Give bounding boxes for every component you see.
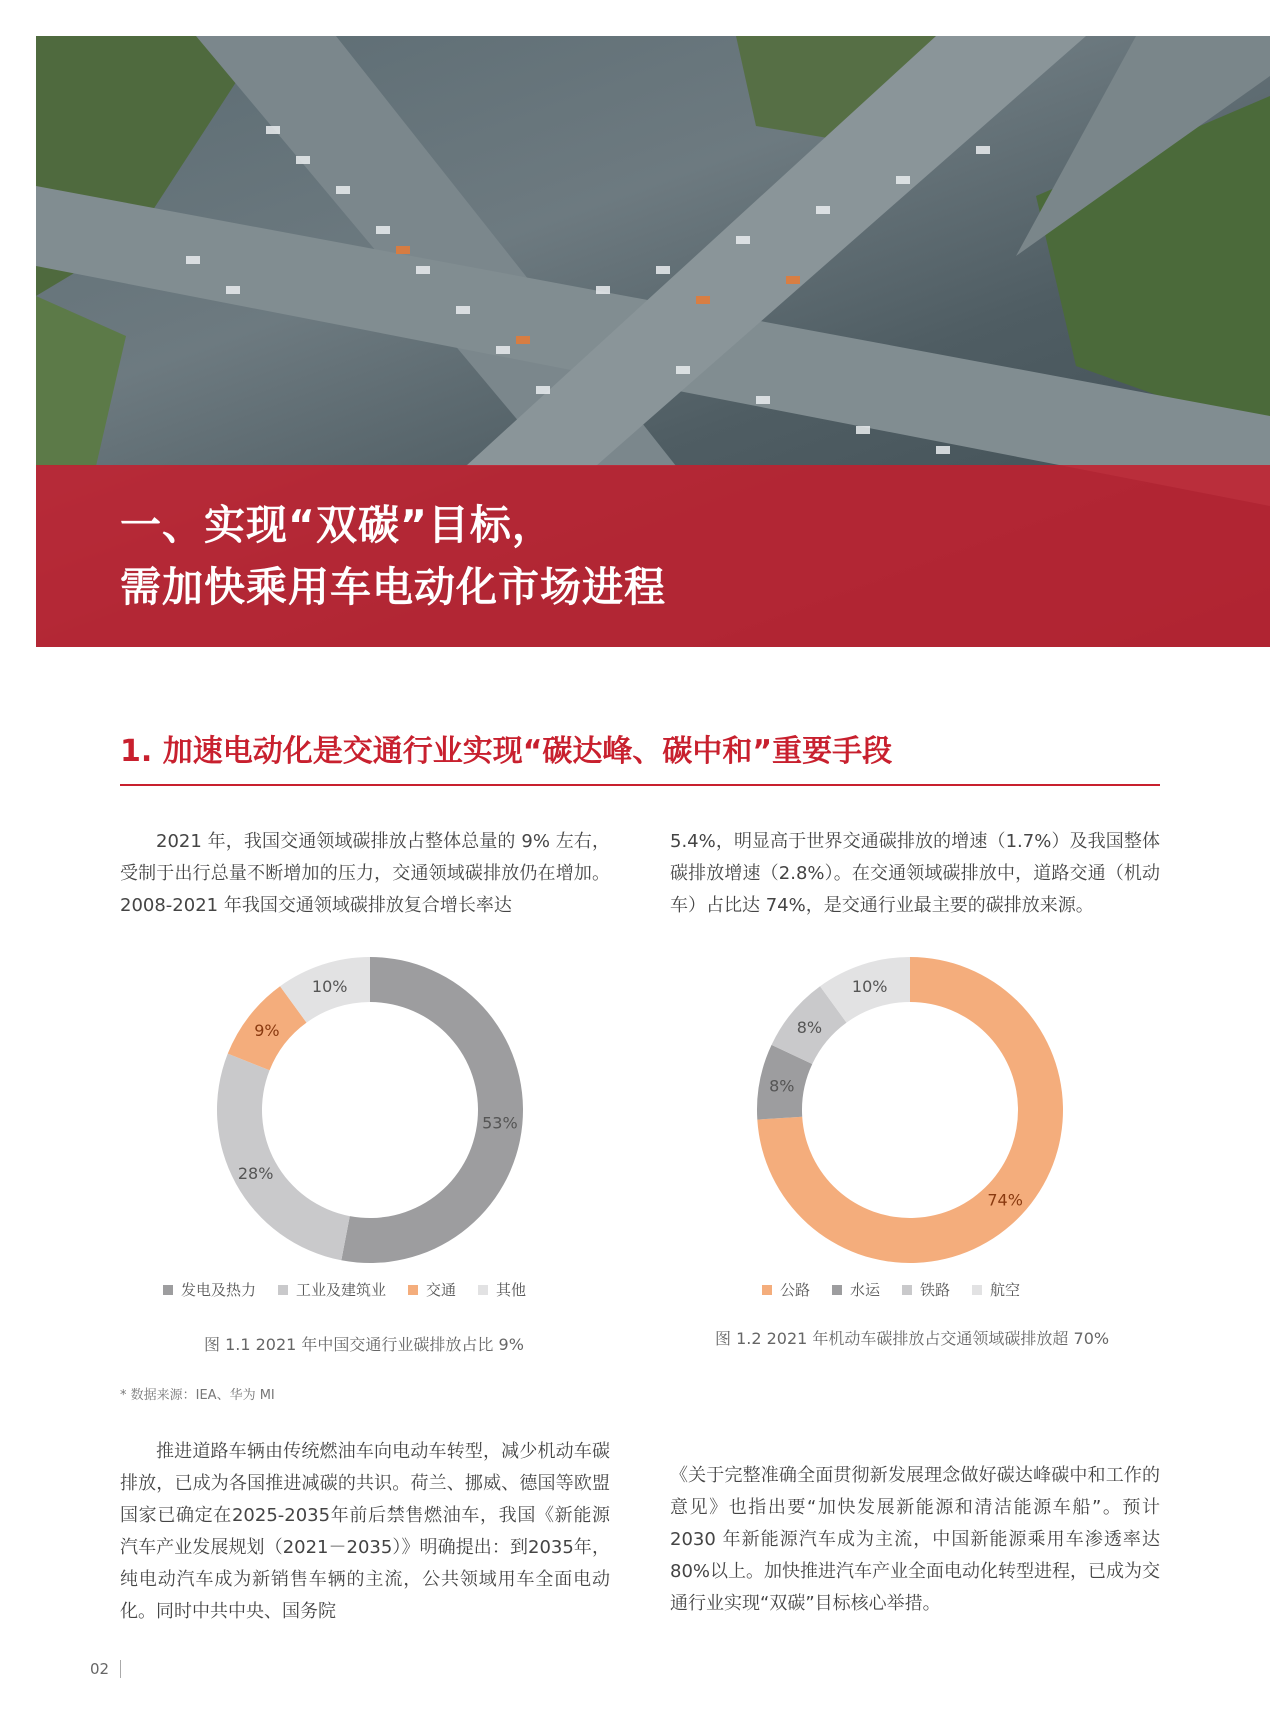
chart1-legend-label-3: 其他 <box>496 1281 527 1299</box>
chart1-legend-swatch-0 <box>163 1285 173 1295</box>
chart2-legend-item-3 <box>972 1279 1020 1300</box>
chart2-legend-item-0 <box>762 1279 810 1300</box>
chart1-legend-label-0: 发电及热力 <box>181 1281 257 1299</box>
chart2-legend-label-2: 铁路 <box>920 1281 951 1299</box>
hero-title-line1: 一、实现“双碳”目标， <box>120 501 554 549</box>
chart1-legend-swatch-2 <box>408 1285 418 1295</box>
chart1-slice-0 <box>341 957 523 1263</box>
chart1-slice-1 <box>217 1054 350 1261</box>
chart2-legend <box>762 1279 1020 1300</box>
section-divider <box>120 784 1160 786</box>
chart1-legend <box>163 1279 526 1300</box>
chart1-data-label-1: 28% <box>237 1163 274 1183</box>
chart1-legend-label-1: 工业及建筑业 <box>296 1281 387 1299</box>
chart2-legend-item-2 <box>902 1279 950 1300</box>
chart2-legend-swatch-2 <box>902 1285 912 1295</box>
chart2-data-label-0: 74% <box>987 1190 1023 1210</box>
paragraph-4: 《关于完整准确全面贯彻新发展理念做好碳达峰碳中和工作的意见》也指出要“加快发展新能源和清洁能源车船”。预计 2030 年新能源汽车成为主流，中国新能源乘用车渗透率达80%以上。加快推进汽车产业全面电动化转型进程，已成为交通行业实现“双碳”目标核心举措。 <box>670 1465 1161 1614</box>
figure-2-caption: 图 1.2 2021 年机动车碳排放占交通领域碳排放超 70% <box>715 1329 1110 1348</box>
chart1-legend-item-1 <box>278 1279 386 1300</box>
figure-1-caption: 图 1.1 2021 年中国交通行业碳排放占比 9% <box>204 1335 524 1354</box>
chart1-legend-item-2 <box>408 1279 456 1300</box>
data-source-note: * 数据来源：IEA、华为 MI <box>120 1388 275 1403</box>
chart1-data-label-2: 9% <box>254 1021 280 1041</box>
chart2-data-label-3: 10% <box>851 976 888 996</box>
chart1-legend-swatch-3 <box>478 1285 488 1295</box>
chart2-legend-label-1: 水运 <box>850 1281 881 1299</box>
section-title: 1. 加速电动化是交通行业实现“碳达峰、碳中和”重要手段 <box>120 734 893 769</box>
chart2-legend-swatch-1 <box>832 1285 842 1295</box>
chart2-data-label-1: 8% <box>769 1076 795 1096</box>
chart2-legend-item-1 <box>832 1279 880 1300</box>
donut-chart-transport-share <box>190 940 550 1280</box>
chart1-legend-swatch-1 <box>278 1285 288 1295</box>
chart2-legend-label-3: 航空 <box>990 1281 1021 1299</box>
page-number: 02 <box>90 1660 110 1678</box>
paragraph-2: 5.4%，明显高于世界交通碳排放的增速（1.7%）及我国整体碳排放增速（2.8%）。在交通领域碳排放中，道路交通（机动车）占比达 74%，是交通行业最主要的碳排放来源。 <box>670 831 1160 916</box>
hero-banner <box>36 36 1270 647</box>
chart1-data-label-3: 10% <box>311 976 348 996</box>
hero-title <box>120 494 666 618</box>
chart1-data-label-0: 53% <box>482 1113 518 1133</box>
donut-chart-motor-vehicle-share <box>730 940 1090 1280</box>
chart2-legend-swatch-3 <box>972 1285 982 1295</box>
paragraph-3: 推进道路车辆由传统燃油车向电动车转型，减少机动车碳排放，已成为各国推进减碳的共识。荷兰、挪威、德国等欧盟国家已确定在2025-2035年前后禁售燃油车，我国《新能源汽车产业发展规划（2021－2035）》明确提出：到2035年，纯电动汽车成为新销售车辆的主流，公共领域用车全面电动化。同时中共中央、国务院 <box>120 1441 610 1622</box>
chart2-legend-label-0: 公路 <box>780 1281 811 1299</box>
chart2-data-label-2: 8% <box>796 1017 823 1037</box>
hero-title-line2: 需加快乘用车电动化市场进程 <box>120 563 666 611</box>
chart1-legend-item-3 <box>478 1279 526 1300</box>
chart1-legend-item-0 <box>163 1279 256 1300</box>
paragraph-1: 2021 年，我国交通领域碳排放占整体总量的 9% 左右，受制于出行总量不断增加的压力，交通领域碳排放仍在增加。2008-2021 年我国交通领域碳排放复合增长率达 <box>120 831 610 916</box>
page-number-divider <box>120 1660 121 1678</box>
chart2-legend-swatch-0 <box>762 1285 772 1295</box>
chart1-legend-label-2: 交通 <box>426 1281 457 1299</box>
